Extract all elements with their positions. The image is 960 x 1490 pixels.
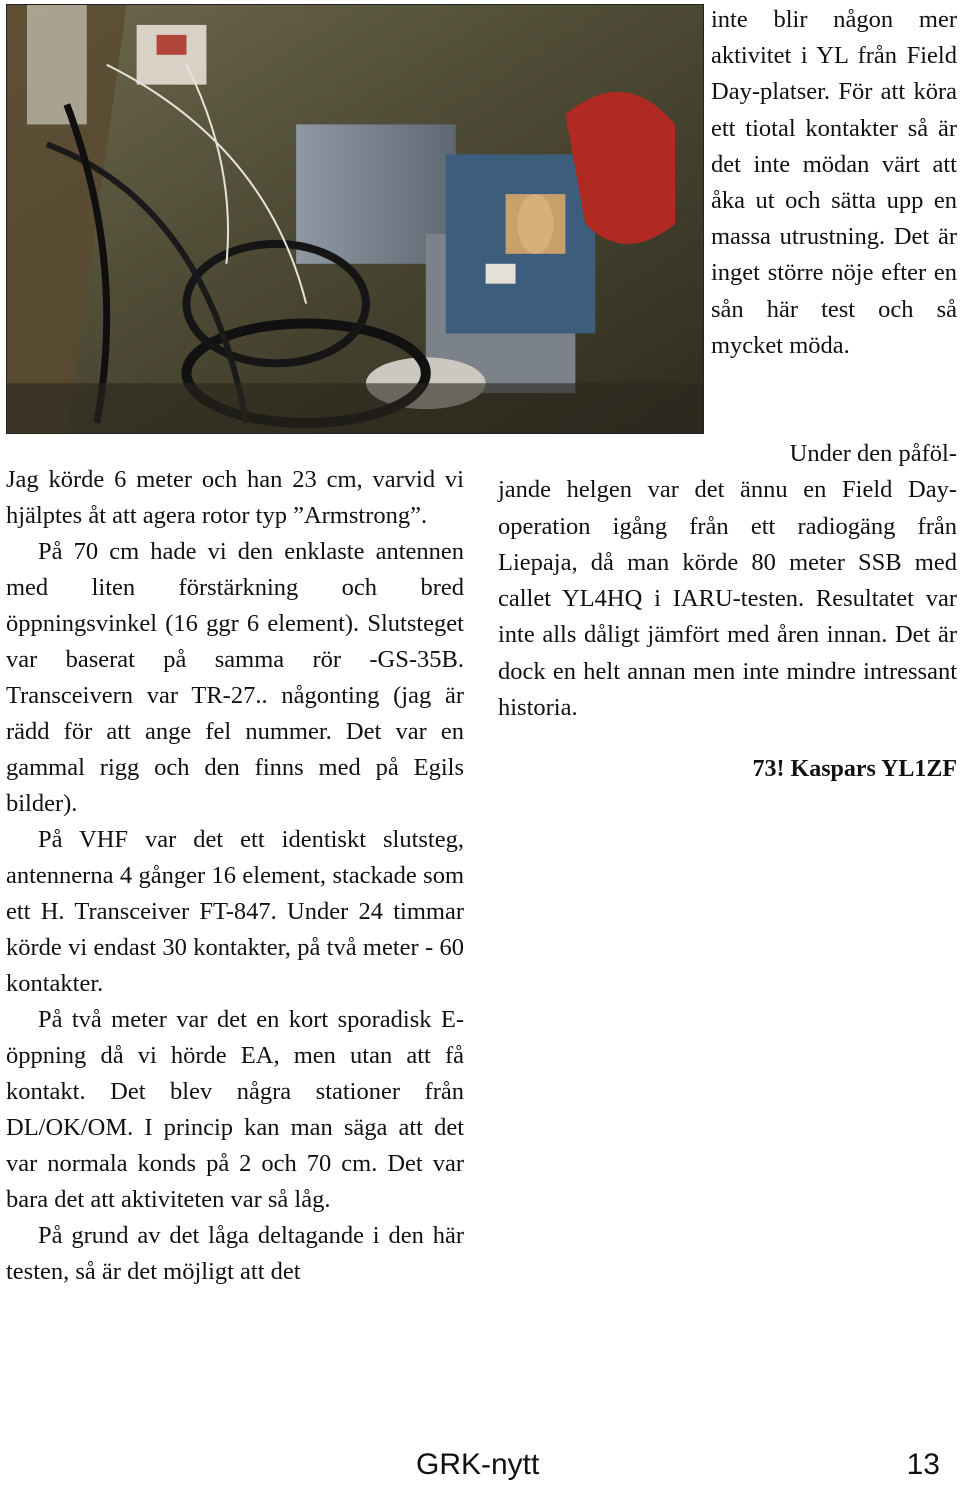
radio-equipment-photo xyxy=(6,4,704,434)
footer-page-number: 13 xyxy=(906,1448,940,1481)
footer-publication-name: GRK-nytt xyxy=(416,1448,540,1481)
paragraph: jande helgen var det ännu en Field Day-operation igång från ett radiogäng från Liepaja, då man körde 80 meter SSB med callet YL4HQ i IARU-testen. Resultatet var inte alls dåligt jämfört med åren innan. Det är dock en helt annan men inte mindre intressant historia. xyxy=(498,476,957,722)
paragraph: inte blir någon mer aktivitet i YL från Field Day-platser. För att köra ett tiotal kontakter så är det inte mödan värt att åka ut och sätta upp en massa utrustning. Det är inget större nöje efter en sån här test och så mycket möda. xyxy=(711,6,957,359)
right-column-text xyxy=(498,436,957,726)
paragraph-first-line: Under den påföl- xyxy=(789,440,957,467)
paragraph: På VHF var det ett identiskt slutsteg, antennerna 4 gånger 16 element, stackade som ett H. Transceiver FT-847. Under 24 timmar körde vi endast 30 kontakter, på två meter - 60 kontakter. xyxy=(6,826,464,997)
paragraph: På 70 cm hade vi den enklaste antennen med liten förstärkning och bred öppningsvinkel (16 ggr 6 element). Slutsteget var baserat på samma rör -GS-35B. Transceivern var TR-27.. någonting (jag är rädd för att ange fel nummer. Det var en gammal rigg och den finns med på Egils bilder). xyxy=(6,538,464,817)
right-column-top-text xyxy=(711,2,957,364)
paragraph: Jag körde 6 meter och han 23 cm, varvid vi hjälptes åt att agera rotor typ ”Armstrong”. xyxy=(6,466,464,529)
photo-illustration xyxy=(7,5,703,433)
paragraph: På två meter var det en kort sporadisk E-öppning då vi hörde EA, men utan att få kontakt. Det blev några stationer från DL/OK/OM. I princip kan man säga att det var normala konds på 2 och 70 cm. Det var bara det att aktiviteten var så låg. xyxy=(6,1006,464,1213)
paragraph: På grund av det låga deltagande i den här testen, så är det möjligt att det xyxy=(6,1222,464,1285)
author-signature: 73! Kaspars YL1ZF xyxy=(752,756,957,782)
left-column-text xyxy=(6,462,464,1290)
